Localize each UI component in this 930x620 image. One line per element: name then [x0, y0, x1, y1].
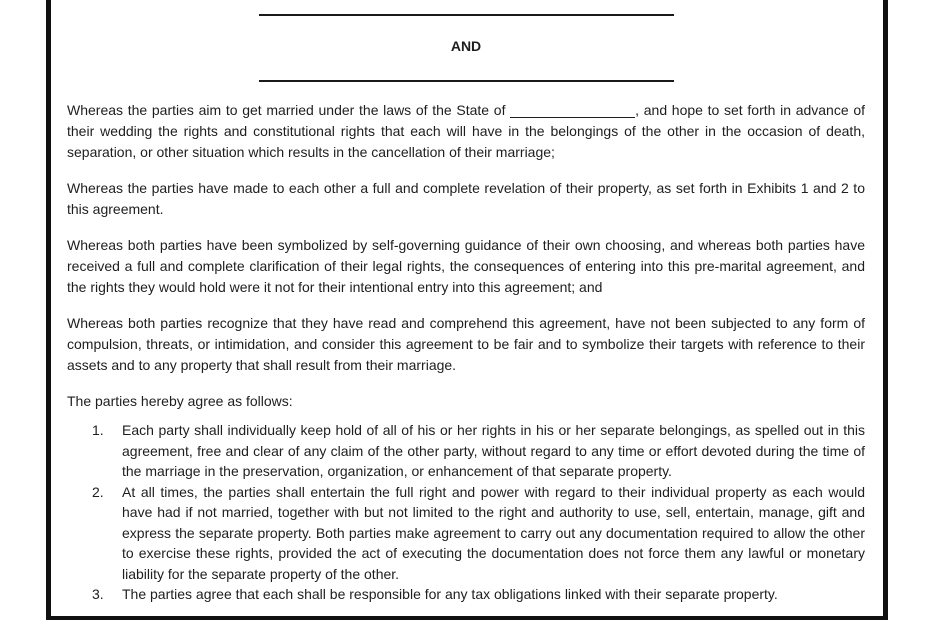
party-name-blank-line-2	[259, 80, 674, 82]
and-separator: AND	[450, 38, 482, 54]
document-content	[67, 0, 865, 605]
page-border-right	[883, 0, 888, 620]
list-item	[67, 482, 865, 585]
list-item	[67, 584, 865, 605]
whereas-clause-1	[67, 100, 865, 163]
agreement-list	[67, 420, 865, 605]
list-item-number: 1.	[92, 422, 104, 438]
whereas-clause-4: Whereas both parties recognize that they have read and comprehend this agreement, have not been subjected to any form of compulsion, threats, or intimidation, and consider this agreement to be fair and to symbolize their targets with reference to their assets and to any property that shall result from their marriage.	[67, 315, 865, 373]
state-name-blank	[510, 104, 635, 118]
party-name-blank-line-1	[259, 14, 674, 16]
whereas-clause-2: Whereas the parties have made to each other a full and complete revelation of their property, as set forth in Exhibits 1 and 2 to this agreement.	[67, 180, 865, 217]
list-item-text: The parties agree that each shall be responsible for any tax obligations linked with their separate property.	[122, 586, 778, 602]
page-border-bottom	[46, 616, 888, 620]
page-border-left	[46, 0, 51, 620]
list-item-text: Each party shall individually keep hold of all of his or her rights in his or her separate belongings, as spelled out in this agreement, free and clear of any claim of the other party, without regard to any time or effort devoted during the time of the marriage in the preservation, organization, or enhancement of that separate property.	[122, 422, 865, 479]
list-item-text: At all times, the parties shall entertain the full right and power with regard to their individual property as each would have had if not married, together with but not limited to the right and authority to use, sell, entertain, manage, gift and express the separate property. Both parties make agreement to carry out any documentation required to allow the other to exercise these rights, provided the act of executing the documentation does not force them any lawful or monetary liability for the separate property of the other.	[122, 483, 865, 582]
list-item	[67, 420, 865, 482]
whereas-clause-3: Whereas both parties have been symbolized by self-governing guidance of their own choosing, and whereas both parties have received a full and complete clarification of their legal rights, the consequences of entering into this pre-marital agreement, and the rights they would hold were it not for their intentional entry into this agreement; and	[67, 237, 865, 295]
list-item-number: 2.	[92, 483, 104, 500]
agreement-intro: The parties hereby agree as follows:	[67, 393, 293, 409]
whereas-clause-1-after-blank: , and hope to set forth in advance of their wedding the rights and constitutional rights that each will have in the belongings of the other in the occasion of death, separation, or other situation which results in the cancellation of their marriage;	[67, 102, 865, 160]
whereas-clause-1-before-blank: Whereas the parties aim to get married under the laws of the State of	[67, 102, 511, 118]
document-body	[67, 100, 865, 605]
list-item-number: 3.	[92, 586, 104, 602]
